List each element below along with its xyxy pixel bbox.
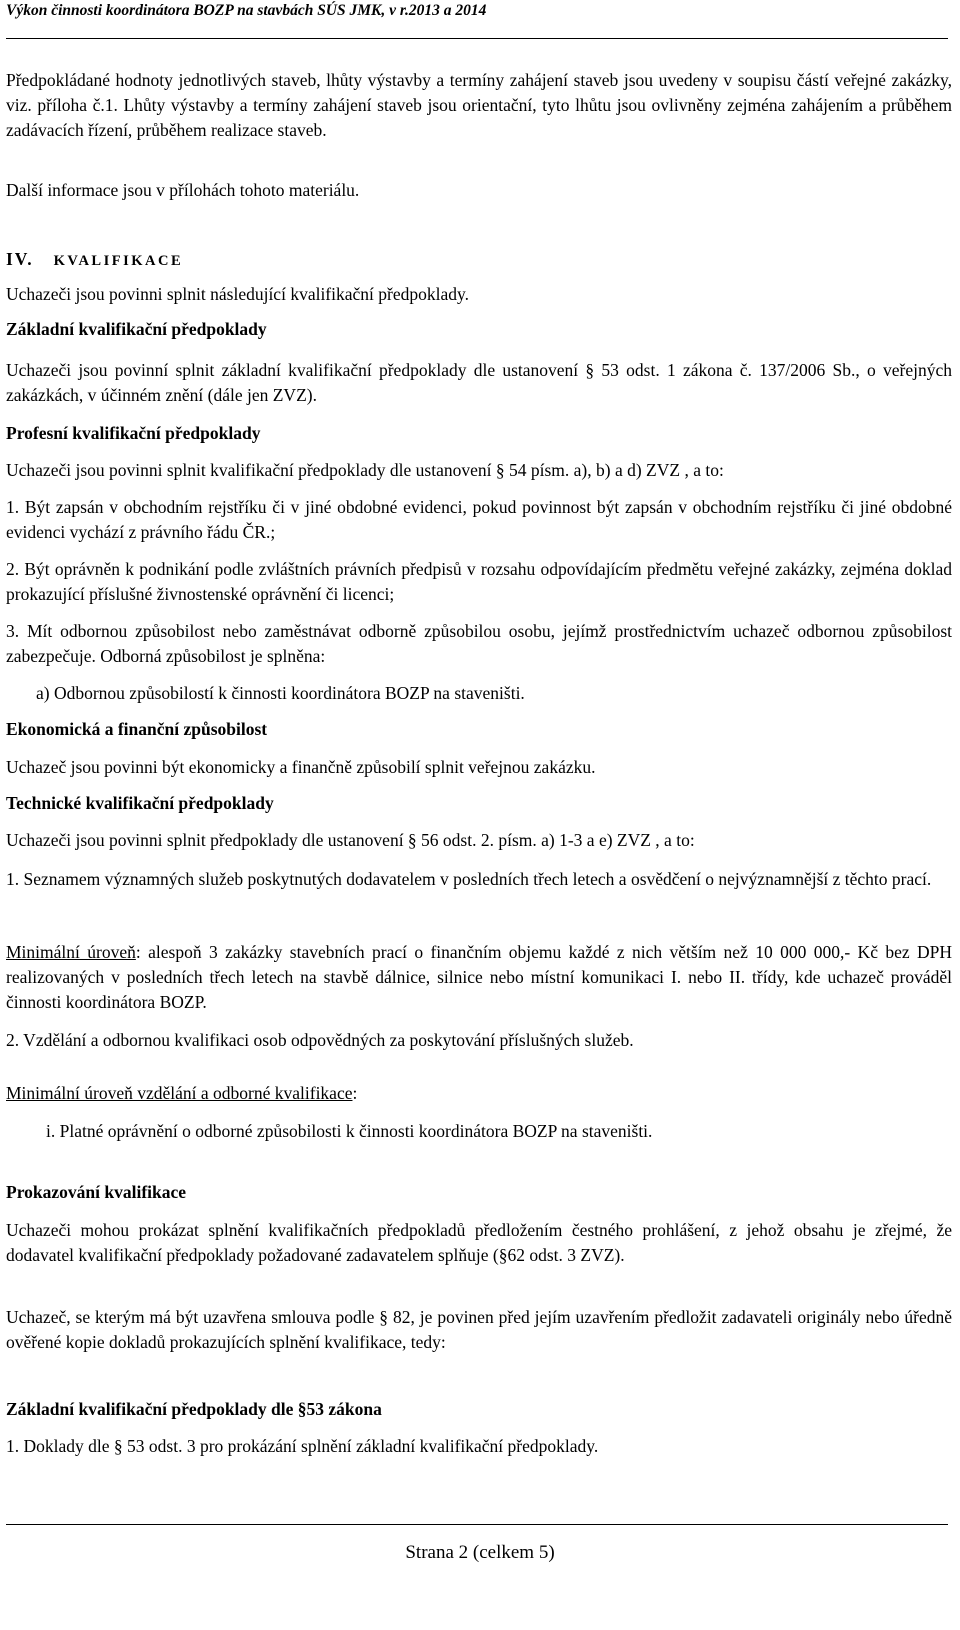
min-level-label: Minimální úroveň — [6, 942, 136, 962]
intro-paragraph-more: Další informace jsou v přílohách tohoto materiálu. — [6, 180, 360, 200]
section-lead: Uchazeči jsou povinni splnit následující kvalifikační předpoklady. — [6, 284, 469, 304]
min-level-text: : alespoň 3 zakázky stavebních prací o finančním objemu každé z nich větším než 10 000 000,- Kč bez DPH realizovaných v posledních třech letech na stavbě dálnice, silnice nebo místní komunikaci I. nebo II. třídy, kde uchazeč prováděl činnosti koordinátora BOZP. — [6, 942, 953, 1012]
section-heading — [6, 247, 952, 274]
basic53-item-1: 1. Doklady dle § 53 odst. 3 pro prokázání splnění základní kvalifikační předpoklady. — [6, 1436, 599, 1456]
economic-heading: Ekonomická a finanční způsobilost — [6, 719, 268, 739]
professional-heading: Profesní kvalifikační předpoklady — [6, 423, 261, 443]
intro-paragraph: Předpokládané hodnoty jednotlivých staveb, lhůty výstavby a termíny zahájení staveb jsou uvedeny v soupisu částí veřejné zakázky, viz. příloha č.1. Lhůty výstavby a termíny zahájení staveb jsou orientační, tyto lhůtu jsou ovlivněny zejména zahájením a průběhem zadávacích řízení, průběhem realizace staveb. — [6, 70, 952, 140]
footer-rule — [6, 1524, 948, 1525]
proof-paragraph-1: Uchazeči mohou prokázat splnění kvalifikačních předpokladů předložením čestného prohlášení, z jehož obsahu je zřejmé, že dodavatel kvalifikační předpoklady požadované zadavatelem splňuje (§62 odst. 3 ZVZ). — [6, 1220, 952, 1265]
technical-item-i: i. Platné oprávnění o odborné způsobilosti k činnosti koordinátora BOZP na staveništi. — [46, 1121, 653, 1141]
basic53-heading: Základní kvalifikační předpoklady dle §53 zákona — [6, 1399, 382, 1419]
technical-item-1: 1. Seznamem významných služeb poskytnutých dodavatelem v posledních třech letech a osvědčení o nejvýznamnější z těchto prací. — [6, 869, 932, 889]
section-number: IV. — [6, 249, 34, 269]
basic-heading: Základní kvalifikační předpoklady — [6, 319, 267, 339]
economic-text: Uchazeč jsou povinni být ekonomicky a finančně způsobilí splnit veřejnou zakázku. — [6, 757, 596, 777]
technical-text: Uchazeči jsou povinni splnit předpoklady dle ustanovení § 56 odst. 2. písm. a) 1-3 a e) ZVZ , a to: — [6, 830, 695, 850]
header-rule — [6, 38, 948, 39]
technical-min-level — [6, 940, 952, 1015]
section-title: KVALIFIKACE — [53, 253, 184, 269]
page-footer: Strana 2 (celkem 5) — [405, 1542, 555, 1563]
professional-item-1: 1. Být zapsán v obchodním rejstříku či v jiné obdobné evidenci, pokud povinnost být zapsán v obchodním rejstříku či jiné obdobné evidenci vychází z právního řádu ČR.; — [6, 497, 952, 542]
professional-item-3: 3. Mít odbornou způsobilost nebo zaměstnávat odborně způsobilou osobu, jejímž prostřednictvím uchazeč odbornou způsobilost zabezpečuje. Odborná způsobilost je splněna: — [6, 621, 952, 666]
proof-paragraph-2: Uchazeč, se kterým má být uzavřena smlouva podle § 82, je povinen před jejím uzavřením předložit zadavateli originály nebo úředně ověřené kopie dokladů prokazujících splnění kvalifikace, tedy: — [6, 1307, 952, 1352]
proof-heading: Prokazování kvalifikace — [6, 1182, 187, 1202]
technical-item-2: 2. Vzdělání a odbornou kvalifikaci osob odpovědných za poskytování příslušných služeb. — [6, 1030, 634, 1050]
running-header: Výkon činnosti koordinátora BOZP na stavbách SÚS JMK, v r.2013 a 2014 — [6, 2, 487, 19]
basic-text: Uchazeči jsou povinní splnit základní kvalifikační předpoklady dle ustanovení § 53 odst. 1 zákona č. 137/2006 Sb., o veřejných zakázkách, v účinném znění (dále jen ZVZ). — [6, 360, 952, 405]
professional-item-3a: a) Odbornou způsobilostí k činnosti koordinátora BOZP na staveništi. — [36, 683, 525, 703]
min-education-colon: : — [352, 1083, 358, 1103]
min-education-label: Minimální úroveň vzdělání a odborné kvalifikace — [6, 1083, 353, 1103]
technical-heading: Technické kvalifikační předpoklady — [6, 793, 274, 813]
professional-text: Uchazeči jsou povinni splnit kvalifikační předpoklady dle ustanovení § 54 písm. a), b) a d) ZVZ , a to: — [6, 460, 724, 480]
professional-item-2: 2. Být oprávněn k podnikání podle zvláštních právních předpisů v rozsahu odpovídajícím předmětu veřejné zakázky, zejména doklad prokazující příslušné živnostenské oprávnění či licenci; — [6, 559, 952, 604]
technical-min-education — [6, 1081, 952, 1106]
